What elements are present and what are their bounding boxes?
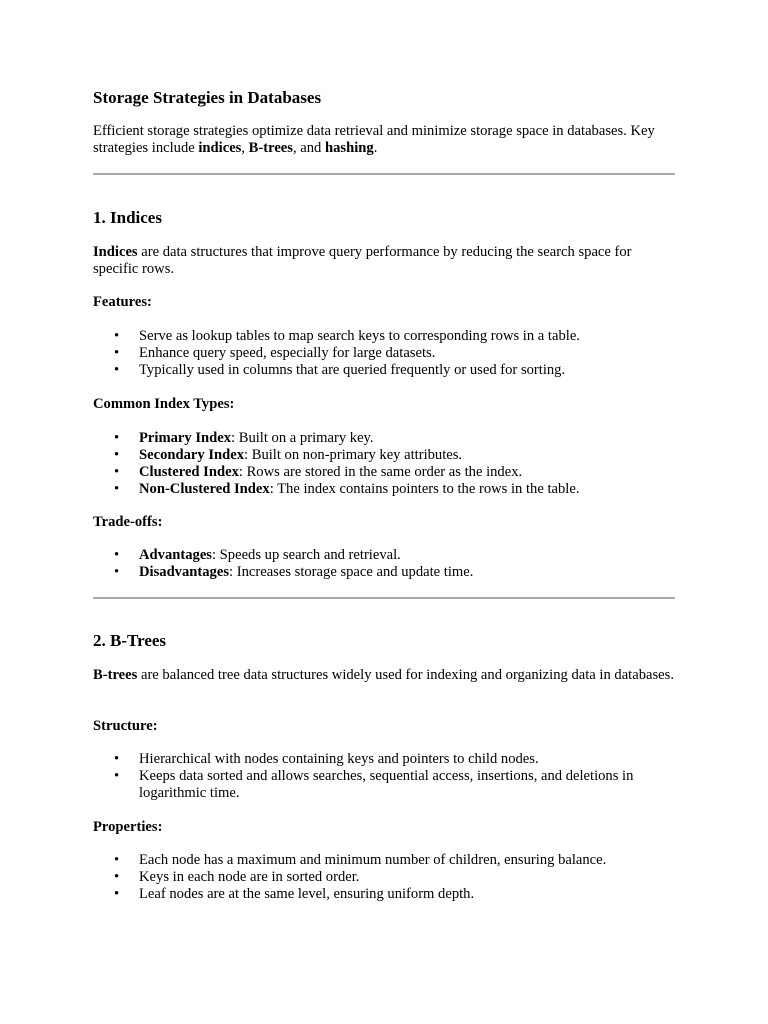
index-type-name: Primary Index xyxy=(139,430,232,446)
btrees-term: B-trees xyxy=(93,667,138,683)
indices-term: Indices xyxy=(93,244,138,260)
intro-end: . xyxy=(373,140,378,156)
list-item: • Hierarchical with nodes containing keys and pointers to child nodes. xyxy=(93,751,675,768)
btrees-description xyxy=(93,667,675,684)
index-types-list xyxy=(93,430,675,498)
tradeoffs-label: Trade-offs: xyxy=(93,514,163,530)
tradeoff-name: Disadvantages xyxy=(139,564,230,580)
index-type-name: Non-Clustered Index xyxy=(139,481,270,497)
indices-description xyxy=(93,244,675,278)
list-item: • Leaf nodes are at the same level, ensuring uniform depth. xyxy=(93,886,675,903)
page-title: Storage Strategies in Databases xyxy=(93,88,322,107)
intro-sep1: , xyxy=(241,140,249,156)
list-item: • Serve as lookup tables to map search keys to corresponding rows in a table. xyxy=(93,328,675,345)
list-item xyxy=(93,481,675,498)
structure-list xyxy=(93,751,675,802)
list-item: • Each node has a maximum and minimum number of children, ensuring balance. xyxy=(93,852,675,869)
intro-sep2: , and xyxy=(292,140,325,156)
list-item xyxy=(93,430,675,447)
intro-paragraph xyxy=(93,123,675,157)
section-divider xyxy=(93,173,675,175)
index-type-text: : The index contains pointers to the rows in the table. xyxy=(269,481,580,497)
index-type-text: : Rows are stored in the same order as the index. xyxy=(238,464,523,480)
properties-list xyxy=(93,852,675,903)
index-type-name: Secondary Index xyxy=(139,447,245,463)
btrees-desc-text: are balanced tree data structures widely used for indexing and organizing data in databases. xyxy=(137,667,674,683)
intro-text: Efficient storage strategies optimize data retrieval and minimize storage space in databases. Key strategies include xyxy=(93,123,655,156)
tradeoff-text: : Speeds up search and retrieval. xyxy=(211,547,401,563)
tradeoff-name: Advantages xyxy=(139,547,212,563)
list-item xyxy=(93,547,675,564)
list-item xyxy=(93,464,675,481)
features-list xyxy=(93,328,675,379)
tradeoff-text: : Increases storage space and update time. xyxy=(229,564,474,580)
tradeoffs-list xyxy=(93,547,675,581)
properties-label: Properties: xyxy=(93,819,163,835)
list-item: • Enhance query speed, especially for large datasets. xyxy=(93,345,675,362)
index-type-text: : Built on a primary key. xyxy=(231,430,374,446)
intro-hashing: hashing xyxy=(325,140,374,156)
intro-indices: indices xyxy=(198,140,242,156)
index-type-name: Clustered Index xyxy=(139,464,239,480)
features-label: Features: xyxy=(93,294,152,310)
list-item: • Keeps data sorted and allows searches, sequential access, insertions, and deletions in logarithmic time. xyxy=(93,768,675,802)
list-item xyxy=(93,447,675,464)
structure-label: Structure: xyxy=(93,718,158,734)
intro-btrees: B-trees xyxy=(248,140,293,156)
section-heading-btrees: 2. B-Trees xyxy=(93,631,167,650)
section-heading-indices: 1. Indices xyxy=(93,208,162,227)
indices-desc-text: are data structures that improve query performance by reducing the search space for specific rows. xyxy=(93,244,632,277)
index-type-text: : Built on non-primary key attributes. xyxy=(244,447,463,463)
list-item: • Typically used in columns that are queried frequently or used for sorting. xyxy=(93,362,675,379)
list-item: • Keys in each node are in sorted order. xyxy=(93,869,675,886)
list-item xyxy=(93,564,675,581)
index-types-label: Common Index Types: xyxy=(93,396,235,412)
section-divider xyxy=(93,597,675,599)
